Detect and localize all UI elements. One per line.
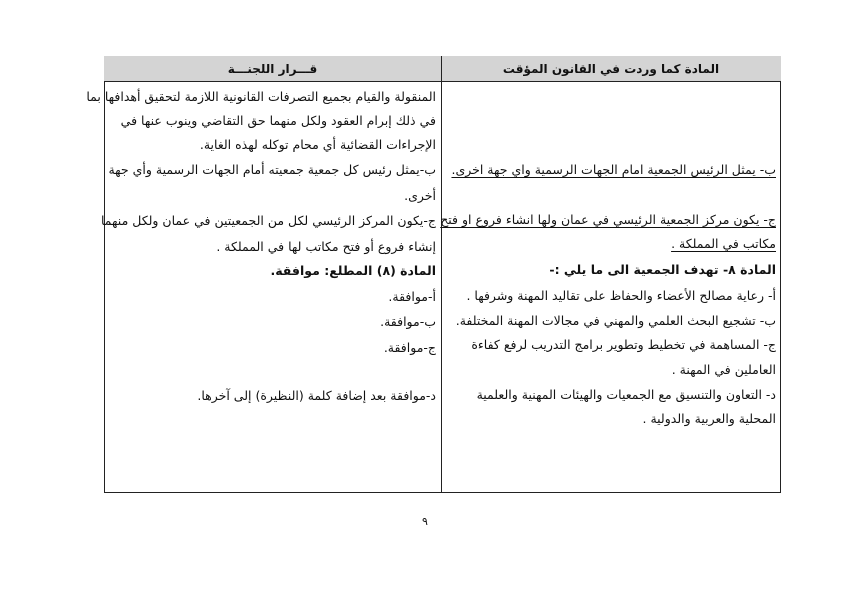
decision-line: ب-يمثل رئيس كل جمعية جمعيته أمام الجهات الرسمية وأي جهة	[108, 162, 436, 177]
law-line: مكاتب في المملكة .	[671, 236, 776, 251]
header-committee-decision: قـــرار اللجنـــة	[227, 62, 318, 76]
decision-line: د-موافقة بعد إضافة كلمة (النظيرة) إلى آخرها.	[197, 388, 436, 403]
decision-line: في ذلك إبرام العقود ولكل منهما حق التقاضي وينوب عنها في	[120, 113, 436, 128]
page-number: ٩	[422, 515, 428, 528]
decision-line: أ-موافقة.	[388, 289, 436, 304]
law-line: العاملين في المهنة .	[671, 362, 776, 377]
decision-line: إنشاء فروع أو فتح مكاتب لها في المملكة .	[216, 239, 436, 254]
decision-line: ج-موافقة.	[383, 340, 436, 355]
law-line: ب- تشجيع البحث العلمي والمهني في مجالات المهنة المختلفة.	[455, 313, 776, 328]
law-line: د- التعاون والتنسيق مع الجمعيات والهيئات المهنية والعلمية	[476, 387, 776, 402]
decision-line: أخرى.	[404, 188, 436, 203]
law-line: ب- يمثل الرئيس الجمعية امام الجهات الرسمية واي جهة اخرى.	[451, 162, 776, 177]
law-article-heading: المادة ٨- تهدف الجمعية الى ما يلي :-	[549, 262, 776, 277]
column-divider	[441, 56, 442, 493]
decision-line: ب-موافقة.	[380, 314, 436, 329]
header-original-law: المادة كما وردت في القانون المؤقت	[502, 62, 720, 76]
decision-line: المنقولة والقيام بجميع التصرفات القانونية اللازمة لتحقيق أهدافها بما	[86, 89, 436, 104]
decision-article-heading: المادة (٨) المطلع: موافقة.	[270, 263, 436, 278]
table-header-row	[104, 56, 781, 82]
decision-line: ج-يكون المركز الرئيسي لكل من الجمعيتين في عمان ولكل منهما	[101, 213, 436, 228]
decision-line: الإجراءات القضائية أي محام توكله لهذه الغاية.	[199, 137, 436, 152]
law-line: ج- يكون مركز الجمعية الرئيسي في عمان ولها انشاء فروع او فتح	[440, 212, 776, 227]
law-line: المحلية والعربية والدولية .	[642, 411, 776, 426]
law-line: أ- رعاية مصالح الأعضاء والحفاظ على تقاليد المهنة وشرفها .	[466, 288, 776, 303]
law-line: ج- المساهمة في تخطيط وتطوير برامج التدريب لرفع كفاءة	[471, 337, 776, 352]
